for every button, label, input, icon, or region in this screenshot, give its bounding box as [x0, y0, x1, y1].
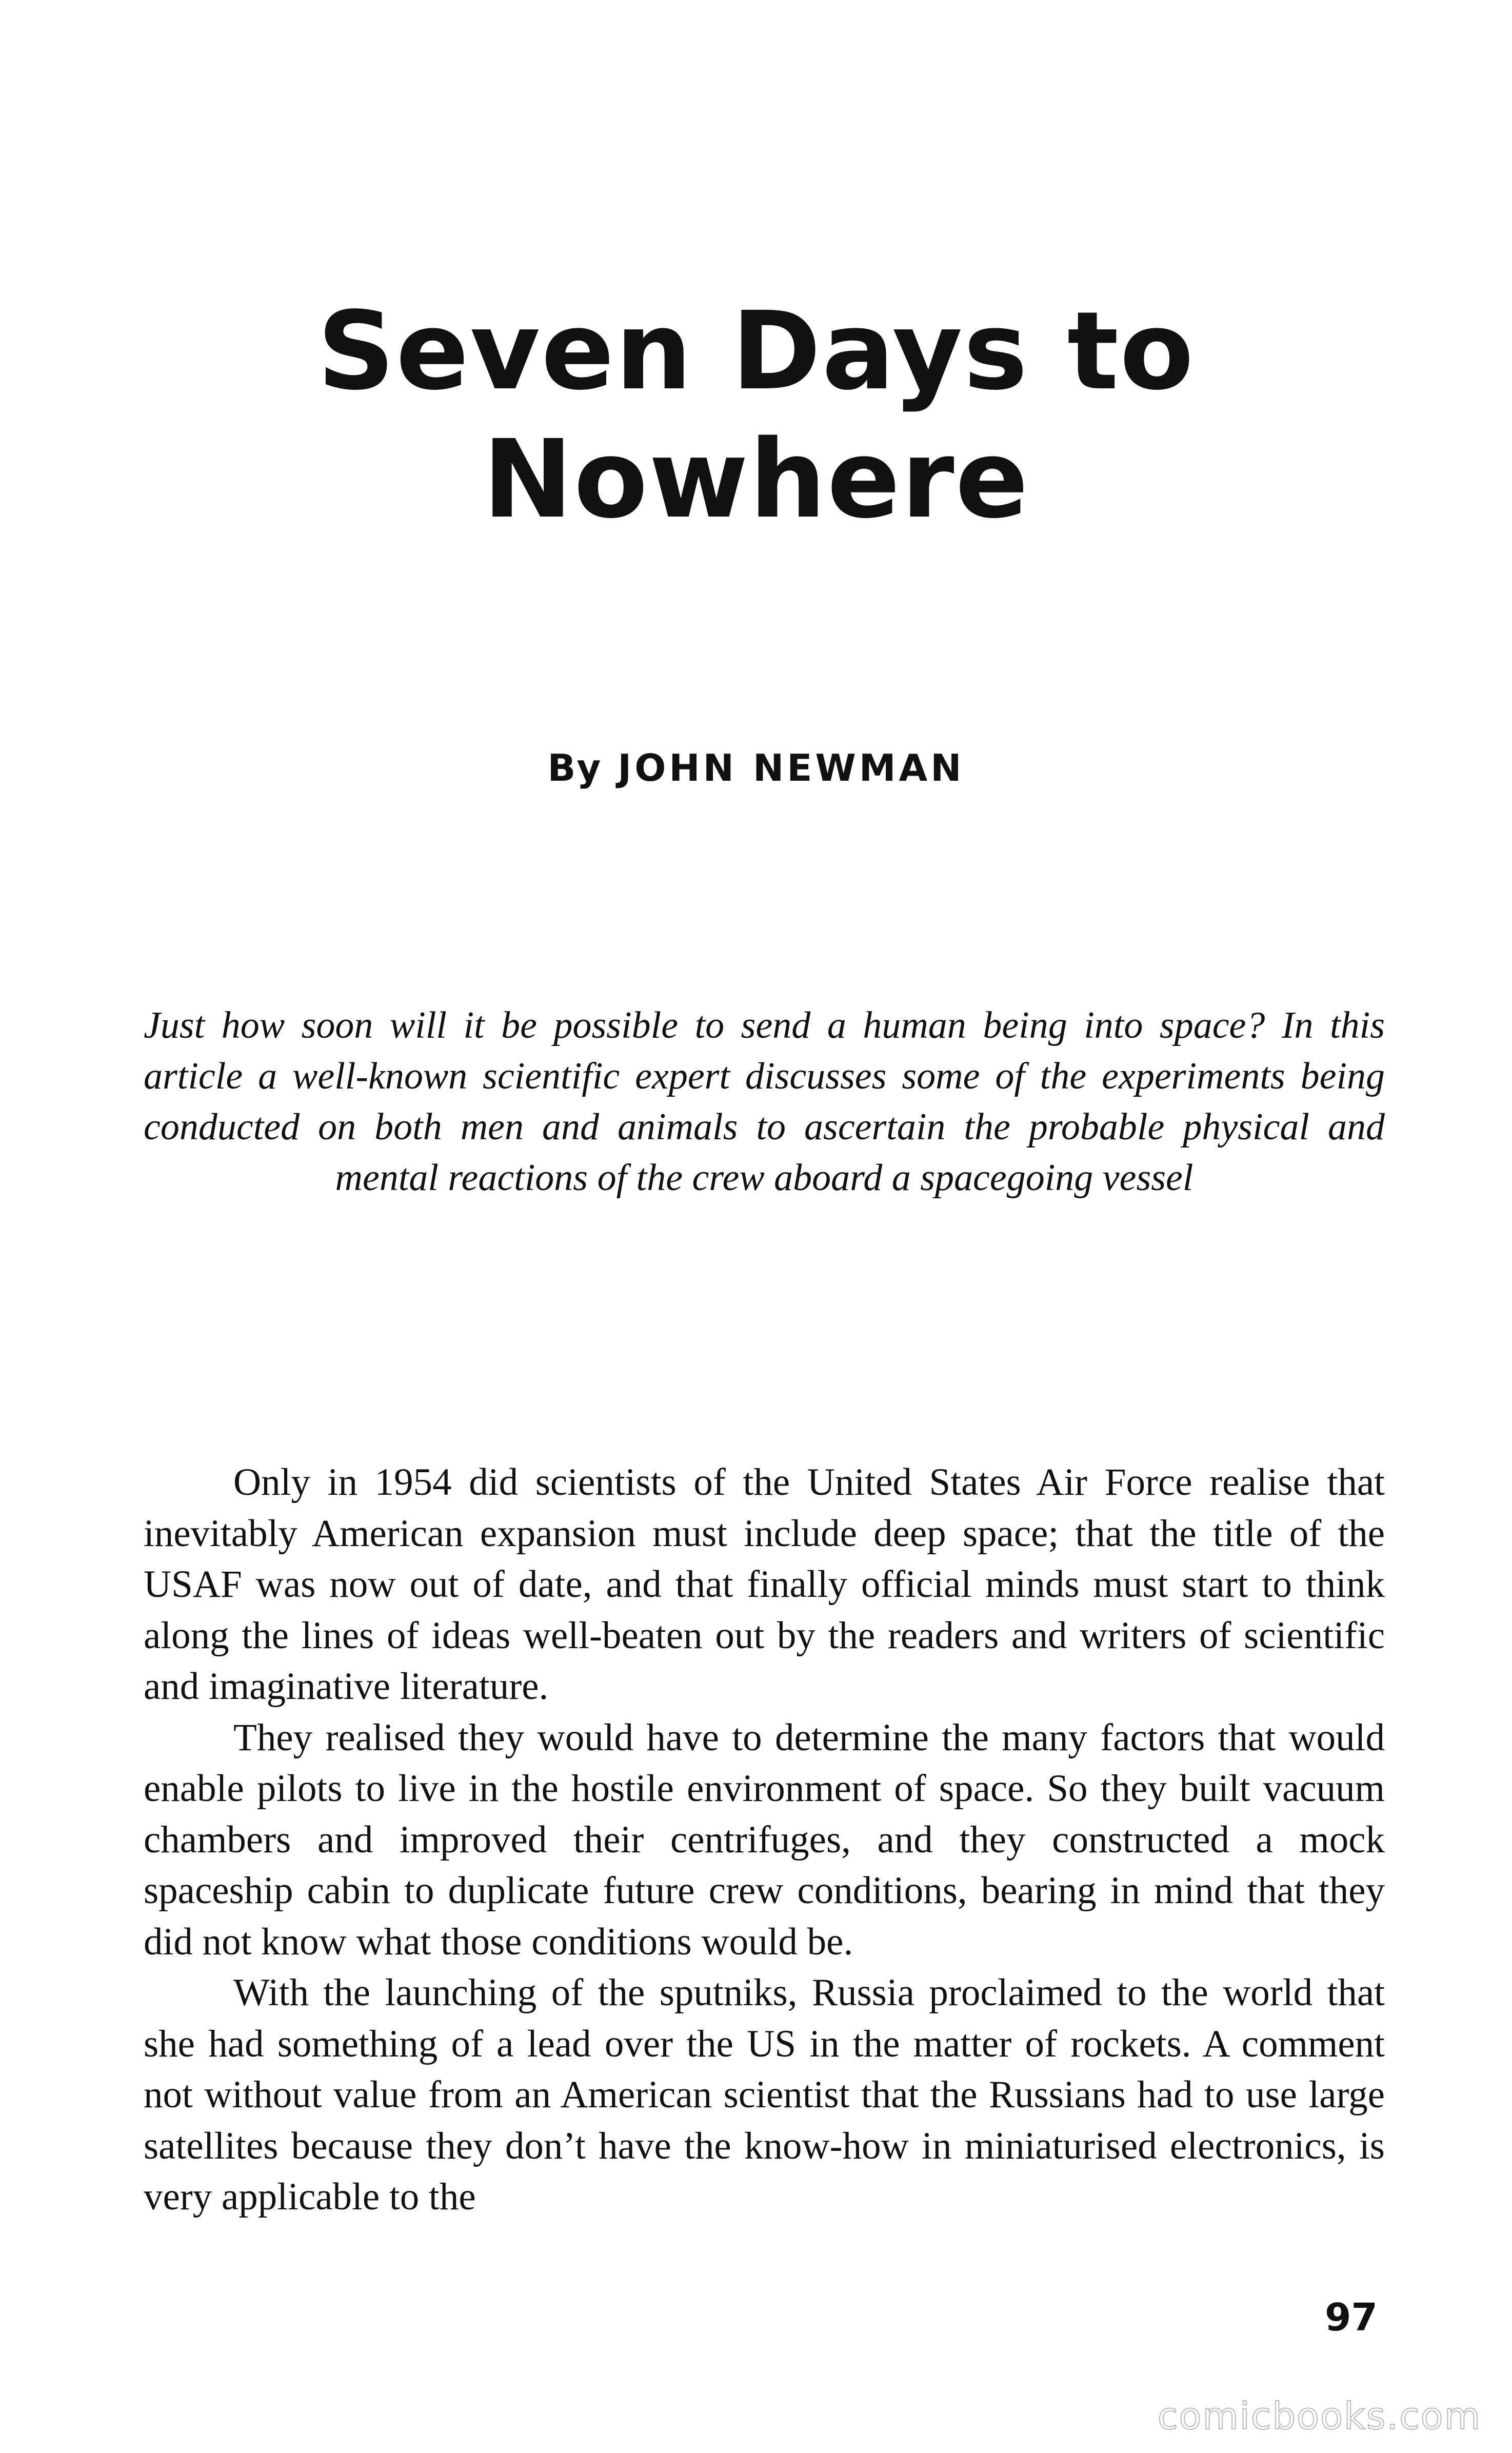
- byline-prefix: By: [547, 746, 602, 789]
- article-body: [144, 1457, 1385, 2223]
- article-title: [0, 287, 1512, 544]
- body-paragraph: Only in 1954 did scientists of the United States Air Force realise that inevitably American expansion must include deep space; that the title of the USAF was now out of date, and that finally official minds must start to think along the lines of ideas well-beaten out by the readers and writers of scientific and imaginative literature.: [144, 1461, 1385, 1708]
- article-title-line-1: Seven Days to: [317, 288, 1195, 414]
- page-number: 97: [1325, 2296, 1378, 2340]
- watermark: comicbooks.com: [1157, 2395, 1481, 2438]
- body-paragraph: With the launching of the sputniks, Russia proclaimed to the world that she had something of a lead over the US in the matter of rockets. A comment not without value from an American scientist that the Russians had to use large satellites because they don’t have the know-how in miniaturised electronics, is very applicable to the: [144, 1971, 1385, 2218]
- body-paragraph: They realised they would have to determine the many factors that would enable pilots to live in the hostile environment of space. So they built vacuum chambers and improved their centrifuges, and they constructed a mock spaceship cabin to duplicate future crew conditions, bearing in mind that they did not know what those conditions would be.: [144, 1716, 1385, 1963]
- author-name: JOHN NEWMAN: [618, 746, 965, 789]
- standfirst: Just how soon will it be possible to send a human being into space? In this article a well-known scientific expert discusses some of the experiments being conducted on both men and animals to ascertain the probable physical and mental reactions of the crew aboard a spacegoing vessel: [144, 1004, 1385, 1199]
- article-title-line-2: Nowhere: [483, 416, 1029, 542]
- byline: [0, 746, 1512, 789]
